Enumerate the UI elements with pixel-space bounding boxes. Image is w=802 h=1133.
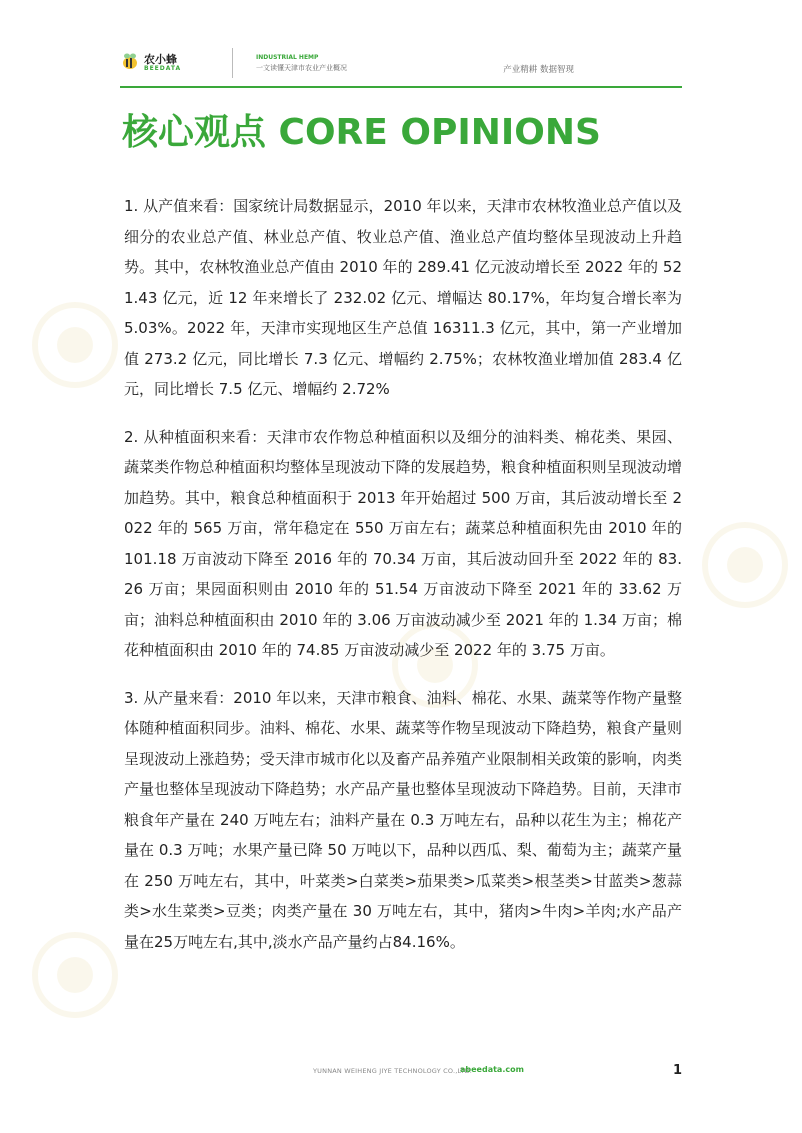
footer-company: YUNNAN WEIHENG JIYE TECHNOLOGY CO.,LTD. — [313, 1067, 473, 1075]
logo-text-en: BEEDATA — [144, 65, 182, 72]
watermark-logo — [700, 520, 790, 610]
logo-text-cn: 农小蜂 — [144, 53, 177, 66]
header-category-label: INDUSTRIAL HEMP — [256, 54, 319, 61]
watermark-logo — [30, 930, 120, 1020]
page-header — [120, 46, 682, 88]
opinion-paragraph-output-value: 1. 从产值来看：国家统计局数据显示，2010 年以来，天津市农林牧渔业总产值以及细分的农业总产值、林业总产值、牧业总产值、渔业总产值均整体呈现波动上升趋势。其中，农林牧渔业总产值由 2010 年的 289.41 亿元波动增长至 2022 年的 521.43 亿元，近 12 年来增长了 232.02 亿元、增幅达 80.17%，年均复合增长率为 5.03%。2022 年，天津市实现地区生产总值 16311.3 亿元，其中，第一产业增加值 273.2 亿元，同比增长 7.3 亿元、增幅约 2.75%；农林牧渔业增加值 283.4 亿元，同比增长 7.5 亿元、增幅约 2.72% — [124, 197, 682, 398]
core-opinions-body — [124, 191, 682, 974]
header-divider — [232, 48, 233, 78]
header-subtitle: 一文读懂天津市农业产业概况 — [256, 64, 347, 72]
opinion-paragraph-planting-area: 2. 从种植面积来看：天津市农作物总种植面积以及细分的油料类、棉花类、果园、蔬菜类作物总种植面积均整体呈现波动下降的发展趋势，粮食种植面积则呈现波动增加趋势。其中，粮食总种植面积于 2013 年开始超过 500 万亩，其后波动增长至 2022 年的 565 万亩，常年稳定在 550 万亩左右；蔬菜总种植面积先由 2010 年的 101.18 万亩波动下降至 2016 年的 70.34 万亩，其后波动回升至 2022 年的 83.26 万亩；果园面积则由 2010 年的 51.54 万亩波动下降至 2021 年的 33.62 万亩；油料总种植面积由 2010 年的 3.06 万亩波动减少至 2021 年的 1.34 万亩；棉花种植面积由 2010 年的 74.85 万亩波动减少至 2022 年的 3.75 万亩。 — [124, 427, 682, 659]
page-number: 1 — [673, 1063, 683, 1078]
bee-icon — [120, 52, 140, 72]
watermark-logo — [30, 300, 120, 390]
header-slogan: 产业精耕 数据智现 — [503, 65, 574, 75]
footer-url: abeedata.com — [460, 1065, 524, 1074]
page-title: 核心观点 CORE OPINIONS — [122, 112, 601, 153]
opinion-paragraph-production: 3. 从产量来看：2010 年以来，天津市粮食、油料、棉花、水果、蔬菜等作物产量整体随种植面积同步。油料、棉花、水果、蔬菜等作物呈现波动下降趋势，粮食产量则呈现波动上涨趋势；受天津市城市化以及畜产品养殖产业限制相关政策的影响，肉类产量也整体呈现波动下降趋势；水产品产量也整体呈现波动下降趋势。目前，天津市粮食年产量在 240 万吨左右；油料产量在 0.3 万吨左右，品种以花生为主；棉花产量在 0.3 万吨；水果产量已降 50 万吨以下，品种以西瓜、梨、葡萄为主；蔬菜产量在 250 万吨左右，其中，叶菜类>白菜类>茄果类>瓜菜类>根茎类>甘蓝类>葱蒜类>水生菜类>豆类；肉类产量在 30 万吨左右，其中，猪肉>牛肉>羊肉;水产品产量在25万吨左右,其中,淡水产品产量约占84.16%。 — [124, 688, 682, 951]
brand-logo — [120, 46, 215, 82]
